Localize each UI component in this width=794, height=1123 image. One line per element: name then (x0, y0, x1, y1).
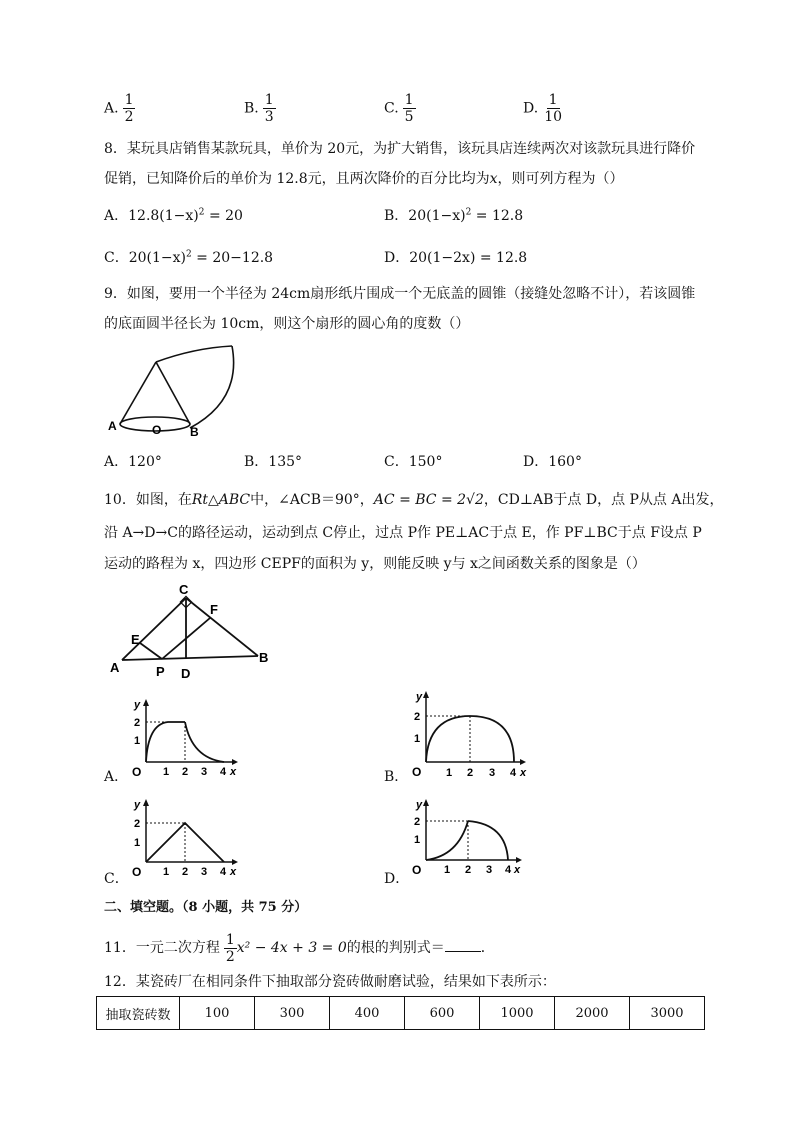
svg-text:4: 4 (220, 866, 227, 878)
q8-option-d: D．20(1−2x) = 12.8 (384, 250, 528, 266)
q10-option-b-label: B． (384, 769, 409, 785)
svg-text:1: 1 (134, 735, 141, 747)
svg-text:3: 3 (486, 864, 493, 876)
svg-text:B: B (259, 650, 269, 665)
q9-option-c: C．150° (384, 454, 443, 470)
q7-option-a: A. $\frac{1}{2}$ (104, 92, 134, 125)
svg-text:2: 2 (134, 818, 141, 830)
svg-text:1: 1 (414, 834, 421, 846)
svg-text:A: A (110, 660, 120, 675)
cone-sector-figure (104, 340, 244, 440)
svg-text:1: 1 (134, 837, 141, 849)
svg-text:1: 1 (444, 864, 451, 876)
graph-option-a (128, 696, 242, 778)
svg-text:D: D (181, 666, 191, 681)
q7-option-c: C. $\frac{1}{5}$ (384, 92, 414, 125)
answer-blank (445, 937, 481, 952)
svg-text:2: 2 (465, 864, 472, 876)
table-cell: 600 (405, 997, 480, 1030)
q9-option-b: B．135° (244, 454, 303, 470)
svg-text:x: x (514, 864, 521, 876)
q9-line-2: 的底面圆半径长为 10cm，则这个扇形的圆心角的度数（） (104, 316, 470, 332)
svg-text:2: 2 (414, 816, 421, 828)
q11-line: 11．一元二次方程 $\frac{1}{2}$ x² − 4x + 3 = 0的根的判别式＝ ． (104, 931, 495, 965)
svg-text:E: E (131, 632, 140, 647)
svg-text:2: 2 (182, 866, 189, 878)
q8-option-c: C．$20(1-x)^2 = 20-12.8$ (104, 249, 274, 266)
q8-line-2: 促销，已知降价后的单价为 12.8元，且两次降价的百分比均为x，则可列方程为（） (104, 171, 624, 187)
q12-line: 12．某瓷砖厂在相同条件下抽取部分瓷砖做耐磨试验，结果如下表所示： (104, 974, 556, 990)
svg-text:P: P (156, 664, 165, 679)
svg-text:C: C (179, 582, 189, 597)
table-cell: 3000 (630, 997, 705, 1030)
svg-text:x: x (230, 866, 237, 878)
svg-text:y: y (134, 699, 141, 711)
q9-line-1: 9．如图，要用一个半径为 24cm扇形纸片围成一个无底盖的圆锥（接缝处忽略不计），若该圆锥 (104, 286, 696, 302)
fraction: $\frac{1}{2}$ (225, 931, 235, 965)
svg-text:2: 2 (467, 767, 474, 778)
q10-option-c-label: C． (104, 871, 129, 887)
svg-text:1: 1 (163, 866, 170, 878)
fraction: $\frac{1}{5}$ (404, 92, 414, 125)
table-cell: 300 (255, 997, 330, 1030)
svg-text:x: x (520, 767, 527, 778)
q7-option-b: B. $\frac{1}{3}$ (244, 92, 274, 125)
tile-test-table (96, 996, 705, 1030)
svg-text:2: 2 (134, 717, 141, 729)
svg-text:y: y (416, 799, 423, 811)
graph-option-c (128, 796, 242, 880)
table-cell: 1000 (480, 997, 555, 1030)
svg-text:2: 2 (414, 711, 421, 723)
fraction: $\frac{1}{3}$ (264, 92, 274, 125)
fraction: $\frac{1}{10}$ (544, 92, 563, 125)
svg-text:3: 3 (201, 766, 208, 778)
svg-text:y: y (416, 691, 423, 703)
svg-text:3: 3 (201, 866, 208, 878)
svg-text:A: A (108, 419, 117, 433)
graph-option-d (402, 796, 528, 880)
svg-text:O: O (412, 765, 422, 778)
q10-line-3: 运动的路程为 x，四边形 CEPF的面积为 y，则能反映 y与 x之间函数关系的图象是（） (104, 556, 646, 572)
svg-text:2: 2 (182, 766, 189, 778)
svg-text:1: 1 (446, 767, 453, 778)
svg-text:O: O (412, 863, 422, 877)
table-header-cell: 抽取瓷砖数 (97, 997, 180, 1030)
svg-text:4: 4 (220, 766, 227, 778)
q8-option-a: A．$12.8(1-x)^2 = 20$ (104, 207, 243, 224)
table-cell: 100 (180, 997, 255, 1030)
table-row (97, 997, 705, 1030)
fraction: $\frac{1}{2}$ (124, 92, 134, 125)
svg-text:O: O (152, 423, 162, 437)
svg-text:4: 4 (505, 864, 512, 876)
q7-option-d: D. $\frac{1}{10}$ (523, 92, 563, 125)
svg-text:4: 4 (510, 767, 517, 778)
table-cell: 2000 (555, 997, 630, 1030)
triangle-figure (104, 582, 280, 682)
graph-option-b (402, 688, 532, 778)
svg-text:y: y (134, 799, 141, 811)
q10-option-a-label: A． (104, 769, 129, 785)
svg-text:F: F (210, 602, 218, 617)
svg-text:3: 3 (489, 767, 496, 778)
q8-line-1: 8．某玩具店销售某款玩具，单价为 20元，为扩大销售，该玩具店连续两次对该款玩具进行降价 (104, 141, 696, 157)
svg-text:1: 1 (414, 733, 421, 745)
svg-text:1: 1 (163, 766, 170, 778)
table-cell: 400 (330, 997, 405, 1030)
q10-line-1: 10．如图，在Rt△ABC中，∠ACB＝90°，AC = BC = 2√2，CD⊥AB于点 D，点 P从点 A出发， (104, 492, 724, 508)
svg-text:x: x (230, 766, 237, 778)
q9-option-a: A．120° (104, 454, 162, 470)
q10-line-2: 沿 A→D→C的路径运动，运动到点 C停止，过点 P作 PE⊥AC于点 E，作 PF⊥BC于点 F设点 P (104, 525, 702, 541)
q9-option-d: D．160° (523, 454, 582, 470)
q10-option-d-label: D． (384, 871, 410, 887)
svg-text:B: B (190, 425, 199, 439)
svg-text:O: O (132, 865, 142, 879)
q8-option-b: B．$20(1-x)^2 = 12.8$ (384, 207, 524, 224)
svg-text:O: O (132, 765, 142, 778)
section-heading: 二、填空题。（8 小题，共 75 分） (104, 900, 308, 915)
